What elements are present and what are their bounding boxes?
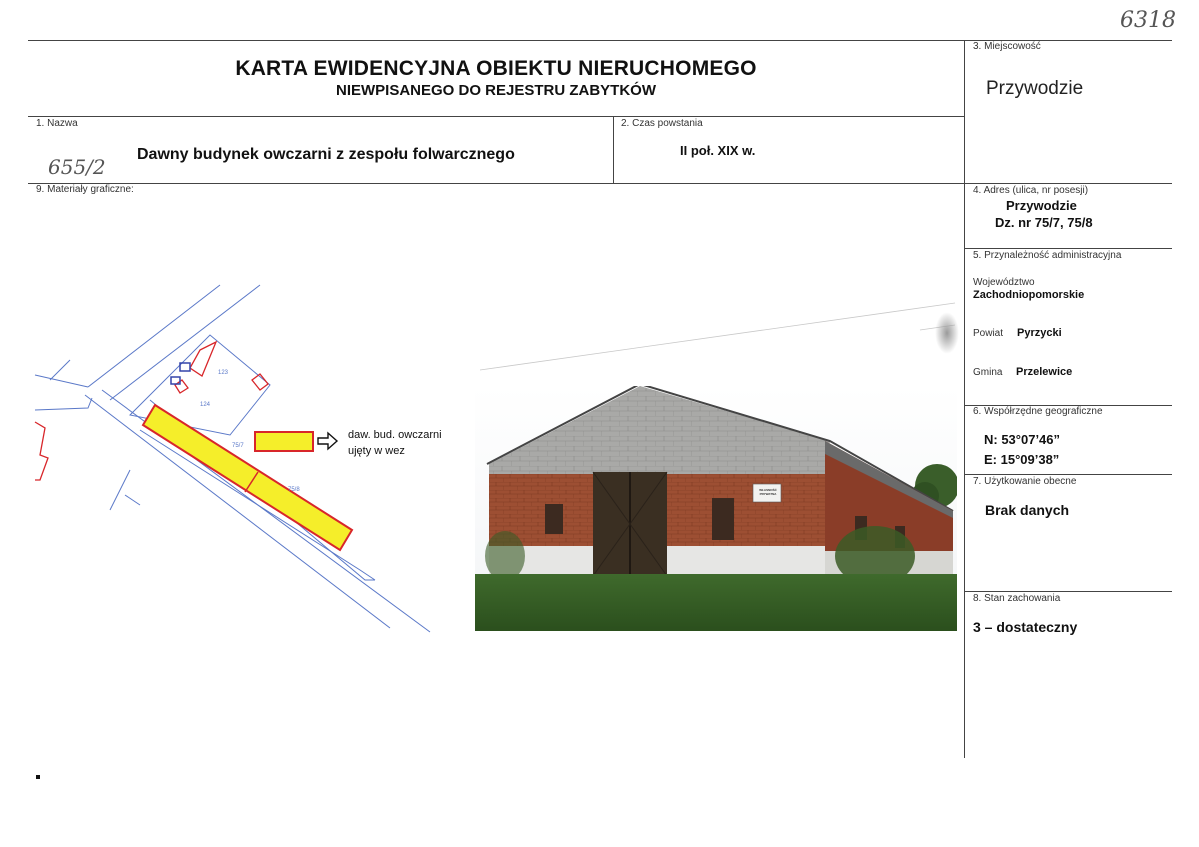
- map-legend-text-2: ujęty w wez: [348, 445, 405, 457]
- locality-value: Przywodzie: [986, 78, 1084, 99]
- handwritten-entry-number: 655/2: [48, 155, 106, 179]
- handwritten-page-number: 6318: [1120, 8, 1176, 33]
- address-line-2: Dz. nr 75/7, 75/8: [995, 215, 1093, 230]
- graphics-label: 9. Materiały graficzne:: [36, 184, 134, 195]
- plot-label-123: 123: [218, 370, 229, 376]
- map-blue-markers: [171, 363, 190, 384]
- date-value: II poł. XIX w.: [680, 143, 756, 158]
- condition-value: 3 – dostateczny: [973, 619, 1078, 635]
- form-name-border: [28, 183, 1172, 184]
- usage-value: Brak danych: [985, 502, 1070, 518]
- scan-dot: [36, 775, 40, 779]
- voivodeship-label: Województwo: [973, 277, 1035, 288]
- commune-label: Gmina: [973, 367, 1003, 378]
- photo-grass: [475, 574, 957, 631]
- date-label: 2. Czas powstania: [621, 118, 703, 129]
- legend-arrow-icon: [318, 433, 337, 449]
- photo-window-left: [545, 504, 563, 534]
- form-name-date-divider: [613, 116, 614, 183]
- county-value: Pyrzycki: [1017, 327, 1062, 339]
- condition-label: 8. Stan zachowania: [973, 593, 1061, 604]
- name-label: 1. Nazwa: [36, 118, 78, 129]
- name-value: Dawny budynek owczarni z zespołu folwarcznego: [137, 146, 515, 163]
- coordinates-north: N: 53°07’46”: [984, 432, 1061, 447]
- scan-artifact-lines: [480, 295, 960, 385]
- map-highlighted-building: [143, 405, 352, 550]
- plot-label-75-7: 75/7: [232, 443, 244, 449]
- form-right-column-border: [964, 40, 965, 758]
- county-label: Powiat: [973, 328, 1004, 339]
- barn-photo: [475, 386, 957, 631]
- page-subtitle: NIEWPISANEGO DO REJESTRU ZABYTKÓW: [335, 82, 657, 99]
- plot-label-75-8: 75/8: [288, 487, 300, 493]
- address-line-1: Przywodzie: [1006, 198, 1077, 213]
- locality-label: 3. Miejscowość: [973, 41, 1041, 52]
- usage-label: 7. Użytkowanie obecne: [973, 476, 1077, 487]
- form-usage-border: [964, 591, 1172, 592]
- voivodeship-value: Zachodniopomorskie: [973, 289, 1085, 301]
- commune-value: Przelewice: [1016, 366, 1073, 378]
- admin-label: 5. Przynależność administracyjna: [973, 250, 1122, 261]
- form-address-border: [964, 248, 1172, 249]
- coordinates-label: 6. Współrzędne geograficzne: [973, 406, 1103, 417]
- page-title: KARTA EWIDENCYJNA OBIEKTU NIERUCHOMEGO: [235, 57, 757, 80]
- legend-swatch: [255, 432, 313, 451]
- cadastral-map: [30, 280, 450, 640]
- coordinates-east: E: 15°09’38”: [984, 452, 1060, 467]
- map-legend-text-1: daw. bud. owczarni: [348, 429, 442, 441]
- photo-window-right: [712, 498, 734, 540]
- photo-sign-text: WŁASNOŚĆ PRYWATNA: [759, 488, 777, 496]
- form-coords-border: [964, 474, 1172, 475]
- plot-label-124: 124: [200, 402, 211, 408]
- scan-artifact-smudge: [935, 312, 959, 354]
- form-title-border: [28, 116, 964, 117]
- address-label: 4. Adres (ulica, nr posesji): [973, 185, 1089, 196]
